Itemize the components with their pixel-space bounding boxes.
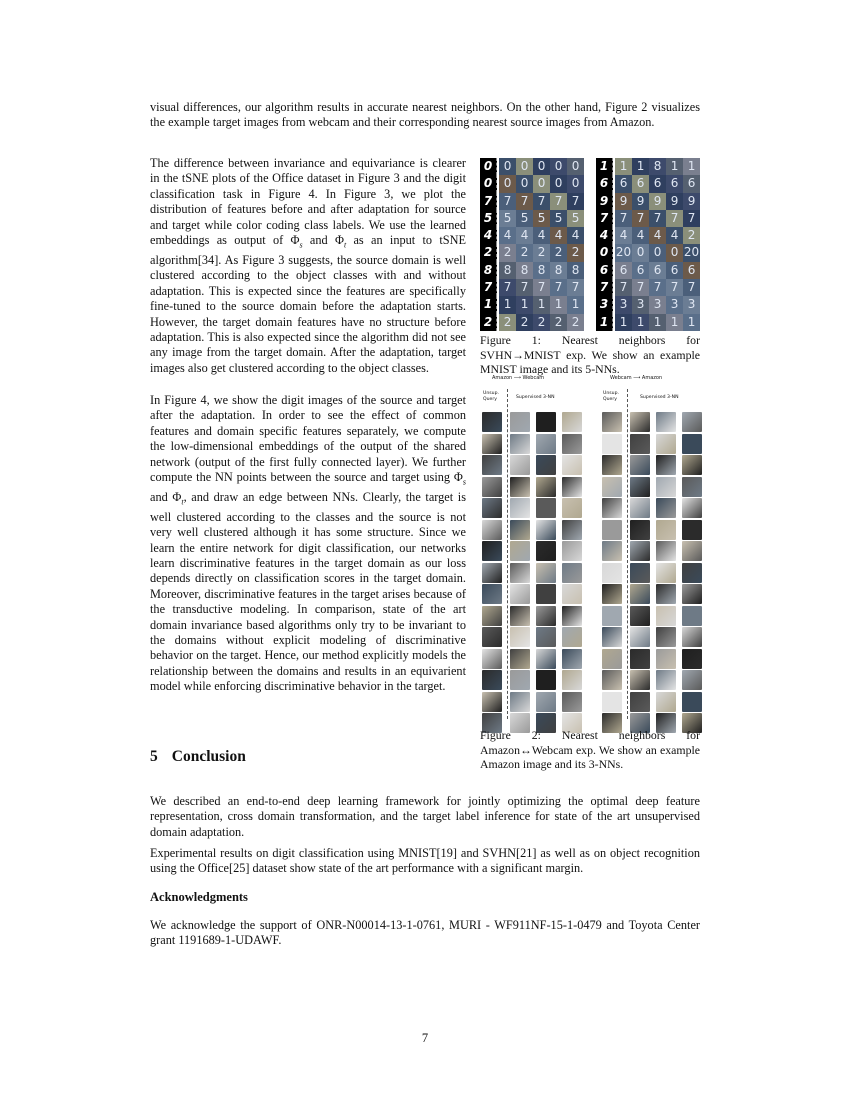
- neighbor-object-image: [630, 692, 650, 712]
- neighbor-object-image: [536, 627, 556, 647]
- neighbor-object-image: [656, 412, 676, 432]
- neighbor-object-image: [656, 520, 676, 540]
- svhn-neighbor-digit: 0: [499, 158, 516, 175]
- query-object-image: [482, 434, 502, 454]
- neighbor-object-image: [510, 670, 530, 690]
- neighbor-object-image: [562, 627, 582, 647]
- mnist-query-digit: 4: [480, 227, 497, 244]
- svhn-neighbor-digit: 6: [632, 262, 649, 279]
- body-paragraph-figure4: In Figure 4, we show the digit images of the source and target after the adaptation. In order to see the effect of common features and domain specific features separately, we compute the low-dimensional embeddings of the output of the shared network (output of the first fully connected layer). We further compute the NN points between the source and target using $\Phi_s$ and $\Phi_t$, and draw an edge between NNs. Clearly, the target is well clustered according to the classes and the source is not very well clustered although it has some structure. Since we learn the entire network for digit classification, our networks learn discriminative features in the target domain as our loss depends directly on classification scores in the target domain. Moreover, discriminative features in the target arises because of the transductive modeling. In comparison, state of the art domain invariance based algorithms only try to be invariant to the domains without explicit modeling of discriminative behavior on the target. Hence, our method explicitly models the relationship between the domains and results in an equivarient model while enforcing discriminative behavior in the target.: [150, 393, 466, 694]
- neighbor-object-image: [682, 498, 702, 518]
- svhn-neighbor-digit: 0: [550, 175, 567, 192]
- svhn-neighbor-digit: 4: [567, 227, 584, 244]
- neighbor-object-image: [562, 670, 582, 690]
- svhn-neighbor-digit: 7: [550, 279, 567, 296]
- neighbor-object-image: [562, 412, 582, 432]
- mnist-query-digit: 7: [480, 193, 497, 210]
- fig1-left-row: [480, 210, 584, 227]
- neighbor-object-image: [510, 541, 530, 561]
- fig1-right-panel-row: [596, 314, 700, 331]
- query-object-image: [482, 606, 502, 626]
- fig1-left-row: [480, 227, 584, 244]
- svhn-neighbor-digit: 5: [499, 210, 516, 227]
- svhn-neighbor-digit: 1: [533, 296, 550, 313]
- neighbor-object-image: [682, 649, 702, 669]
- neighbor-object-image: [510, 455, 530, 475]
- svhn-neighbor-digit: 3: [683, 296, 700, 313]
- svhn-neighbor-digit: 2: [533, 314, 550, 331]
- svhn-neighbor-digit: 5: [567, 210, 584, 227]
- neighbor-object-image: [630, 520, 650, 540]
- neighbor-object-image: [682, 606, 702, 626]
- mnist-query-digit: 8: [480, 262, 497, 279]
- fig1-right-panel-row: [596, 227, 700, 244]
- svhn-neighbor-digit: 1: [615, 158, 632, 175]
- fig1-left-row: [480, 244, 584, 261]
- top-paragraph: visual differences, our algorithm results in accurate nearest neighbors. On the other hand, Figure 2 visualizes the example target images from webcam and their corresponding nearest source images from Amazon.: [150, 100, 700, 130]
- neighbor-object-image: [562, 455, 582, 475]
- neighbor-object-image: [562, 498, 582, 518]
- svhn-neighbor-digit: 2: [516, 314, 533, 331]
- body-paragraph-tsne: The difference between invariance and equivariance is clearer in the tSNE plots of the Office dataset in Figure 3 and the digit classification task in Figure 4. In Figure 3, we plot the distribution of features before and after adaptation for source and target while color coding class labels. We use the learned embeddings as output of $\Phi_s$ and $\Phi_t$ as an input to tSNE algorithm[34]. As Figure 3 suggests, the source domain is well clustered according to the object classes with and without adaptation. This is expected since the features are specifically fine-tuned to the source domain before the adaptation starts. However, the target domain features have no structure before adaptation. This is also expected since the algorithm did not see any image from the target domain. After the adaptation, target images also get clustered according to the object classes.: [150, 156, 466, 375]
- fig1-left-row: [480, 314, 584, 331]
- neighbor-object-image: [656, 627, 676, 647]
- figure-1-image-grid: [480, 158, 700, 331]
- svhn-neighbor-digit: 2: [567, 314, 584, 331]
- svhn-neighbor-digit: 9: [649, 193, 666, 210]
- figure-2-sup-label-left: Supervised 3-NN: [516, 395, 555, 400]
- svhn-neighbor-digit: 0: [649, 244, 666, 261]
- svhn-neighbor-digit: 2: [567, 244, 584, 261]
- neighbor-object-image: [562, 606, 582, 626]
- svhn-neighbor-digit: 0: [567, 158, 584, 175]
- svhn-neighbor-digit: 0: [516, 158, 533, 175]
- svhn-neighbor-digit: 1: [499, 296, 516, 313]
- svhn-neighbor-digit: 7: [550, 193, 567, 210]
- mnist-query-digit: 0: [480, 158, 497, 175]
- query-object-image: [602, 670, 622, 690]
- svhn-neighbor-digit: 1: [666, 314, 683, 331]
- neighbor-object-image: [682, 692, 702, 712]
- neighbor-object-image: [510, 412, 530, 432]
- svhn-neighbor-digit: 6: [666, 262, 683, 279]
- query-object-image: [482, 627, 502, 647]
- mnist-query-digit: 0: [596, 244, 613, 261]
- neighbor-object-image: [536, 563, 556, 583]
- figure-2-left-header: Amazon ⟶ Webcam: [492, 375, 545, 381]
- svhn-neighbor-digit: 1: [516, 296, 533, 313]
- section-number: 5: [150, 748, 158, 765]
- neighbor-object-image: [630, 670, 650, 690]
- svhn-neighbor-digit: 6: [683, 262, 700, 279]
- query-object-image: [602, 498, 622, 518]
- neighbor-object-image: [510, 520, 530, 540]
- neighbor-object-image: [562, 649, 582, 669]
- fig1-left-row: [480, 296, 584, 313]
- query-object-image: [482, 498, 502, 518]
- figure-2-divider-left: [507, 389, 508, 719]
- query-object-image: [602, 563, 622, 583]
- neighbor-object-image: [562, 563, 582, 583]
- section-heading-conclusion: [150, 748, 246, 766]
- neighbor-object-image: [562, 692, 582, 712]
- svhn-neighbor-digit: 7: [649, 279, 666, 296]
- svhn-neighbor-digit: 7: [533, 279, 550, 296]
- neighbor-object-image: [562, 584, 582, 604]
- neighbor-object-image: [656, 455, 676, 475]
- svhn-neighbor-digit: 4: [666, 227, 683, 244]
- svhn-neighbor-digit: 0: [632, 244, 649, 261]
- neighbor-object-image: [656, 584, 676, 604]
- neighbor-object-image: [562, 434, 582, 454]
- query-object-image: [602, 541, 622, 561]
- query-object-image: [602, 584, 622, 604]
- query-object-image: [602, 412, 622, 432]
- figure-2-divider-right: [627, 389, 628, 719]
- neighbor-object-image: [536, 606, 556, 626]
- query-object-image: [482, 584, 502, 604]
- svhn-neighbor-digit: 2: [516, 244, 533, 261]
- neighbor-object-image: [682, 434, 702, 454]
- svhn-neighbor-digit: 3: [649, 296, 666, 313]
- figure-1-caption: Figure 1: Nearest neighbors for SVHN→MNIST exp. We show an example MNIST image and its 5-NNs.: [480, 333, 700, 377]
- neighbor-object-image: [682, 412, 702, 432]
- figure-2-caption: Figure 2: Nearest neighbors for Amazon↔Webcam exp. We show an example Amazon image and its 3-NNs.: [480, 728, 700, 772]
- svhn-neighbor-digit: 7: [499, 193, 516, 210]
- figure-2-right-header: Webcam ⟶ Amazon: [610, 375, 663, 381]
- neighbor-object-image: [682, 520, 702, 540]
- mnist-query-digit: 3: [596, 296, 613, 313]
- neighbor-object-image: [656, 563, 676, 583]
- figure-2-sup-label-right: Supervised 3-NN: [640, 395, 679, 400]
- fig1-right-panel-row: [596, 175, 700, 192]
- fig1-right-panel-row: [596, 210, 700, 227]
- neighbor-object-image: [656, 606, 676, 626]
- svhn-neighbor-digit: 6: [683, 175, 700, 192]
- svhn-neighbor-digit: 9: [632, 193, 649, 210]
- page-number: 7: [421, 1031, 429, 1045]
- mnist-query-digit: 6: [596, 175, 613, 192]
- svhn-neighbor-digit: 7: [533, 193, 550, 210]
- neighbor-object-image: [510, 498, 530, 518]
- svhn-neighbor-digit: 5: [533, 210, 550, 227]
- svhn-neighbor-digit: 1: [666, 158, 683, 175]
- neighbor-object-image: [630, 649, 650, 669]
- svhn-neighbor-digit: 0: [567, 175, 584, 192]
- svhn-neighbor-digit: 7: [632, 279, 649, 296]
- svhn-neighbor-digit: 7: [666, 279, 683, 296]
- acknowledgments-text: We acknowledge the support of ONR-N00014-13-1-0761, MURI - WF911NF-15-1-0479 and Toyota Center grant 1191689-1-UDAWF.: [150, 918, 700, 948]
- neighbor-object-image: [510, 563, 530, 583]
- svhn-neighbor-digit: 4: [649, 227, 666, 244]
- query-object-image: [482, 477, 502, 497]
- mnist-query-digit: 7: [480, 279, 497, 296]
- neighbor-object-image: [510, 606, 530, 626]
- neighbor-object-image: [562, 520, 582, 540]
- mnist-query-digit: 6: [596, 262, 613, 279]
- mnist-query-digit: 1: [480, 296, 497, 313]
- svhn-neighbor-digit: 1: [632, 314, 649, 331]
- svhn-neighbor-digit: 0: [666, 244, 683, 261]
- neighbor-object-image: [656, 670, 676, 690]
- svhn-neighbor-digit: 0: [550, 158, 567, 175]
- query-object-image: [602, 606, 622, 626]
- svhn-neighbor-digit: 7: [516, 193, 533, 210]
- section-title: Conclusion: [171, 748, 246, 765]
- neighbor-object-image: [510, 434, 530, 454]
- svhn-neighbor-digit: 7: [516, 279, 533, 296]
- svhn-neighbor-digit: 8: [567, 262, 584, 279]
- neighbor-object-image: [510, 477, 530, 497]
- fig1-right-panel-row: [596, 262, 700, 279]
- neighbor-object-image: [682, 670, 702, 690]
- fig1-right-panel-row: [596, 279, 700, 296]
- neighbor-object-image: [630, 477, 650, 497]
- neighbor-object-image: [536, 692, 556, 712]
- mnist-query-digit: 7: [596, 279, 613, 296]
- svhn-neighbor-digit: 8: [499, 262, 516, 279]
- neighbor-object-image: [630, 541, 650, 561]
- query-object-image: [482, 692, 502, 712]
- neighbor-object-image: [630, 498, 650, 518]
- svhn-neighbor-digit: 7: [615, 210, 632, 227]
- svhn-neighbor-digit: 4: [499, 227, 516, 244]
- svhn-neighbor-digit: 7: [649, 210, 666, 227]
- fig1-left-row: [480, 262, 584, 279]
- svhn-neighbor-digit: 7: [567, 193, 584, 210]
- svhn-neighbor-digit: 1: [567, 296, 584, 313]
- svhn-neighbor-digit: 2: [499, 314, 516, 331]
- svhn-neighbor-digit: 2: [550, 244, 567, 261]
- svhn-neighbor-digit: 7: [615, 279, 632, 296]
- fig1-right-panel-row: [596, 193, 700, 210]
- svhn-neighbor-digit: 0: [533, 158, 550, 175]
- neighbor-object-image: [630, 606, 650, 626]
- neighbor-object-image: [536, 584, 556, 604]
- svhn-neighbor-digit: 7: [683, 210, 700, 227]
- query-object-image: [602, 455, 622, 475]
- svhn-neighbor-digit: 4: [615, 227, 632, 244]
- neighbor-object-image: [536, 670, 556, 690]
- mnist-query-digit: 9: [596, 193, 613, 210]
- svhn-neighbor-digit: 3: [632, 296, 649, 313]
- svhn-neighbor-digit: 8: [649, 158, 666, 175]
- svhn-neighbor-digit: 3: [615, 296, 632, 313]
- neighbor-object-image: [656, 541, 676, 561]
- neighbor-object-image: [536, 455, 556, 475]
- mnist-query-digit: 5: [480, 210, 497, 227]
- mnist-query-digit: 1: [596, 158, 613, 175]
- svhn-neighbor-digit: 6: [666, 175, 683, 192]
- neighbor-object-image: [510, 584, 530, 604]
- svhn-neighbor-digit: 1: [632, 158, 649, 175]
- svhn-neighbor-digit: 4: [632, 227, 649, 244]
- svhn-neighbor-digit: 5: [516, 210, 533, 227]
- svhn-neighbor-digit: 7: [683, 279, 700, 296]
- query-object-image: [482, 670, 502, 690]
- neighbor-object-image: [510, 627, 530, 647]
- figure-1-right-panel: [596, 158, 700, 331]
- figure-2-image-grid: [480, 375, 700, 720]
- svhn-neighbor-digit: 7: [567, 279, 584, 296]
- svhn-neighbor-digit: 1: [649, 314, 666, 331]
- neighbor-object-image: [536, 477, 556, 497]
- svhn-neighbor-digit: 9: [666, 193, 683, 210]
- query-object-image: [482, 649, 502, 669]
- svhn-neighbor-digit: 0: [516, 175, 533, 192]
- query-object-image: [482, 541, 502, 561]
- query-object-image: [602, 627, 622, 647]
- svhn-neighbor-digit: 2: [533, 244, 550, 261]
- neighbor-object-image: [682, 563, 702, 583]
- mnist-query-digit: 0: [480, 175, 497, 192]
- svhn-neighbor-digit: 2: [683, 227, 700, 244]
- neighbor-object-image: [656, 498, 676, 518]
- conclusion-paragraph-1: We described an end-to-end deep learning framework for jointly optimizing the optimal deep feature representation, cross domain transformation, and the target label inference for state of the art unsupervised domain adaptation.: [150, 794, 700, 839]
- neighbor-object-image: [630, 584, 650, 604]
- query-object-image: [602, 649, 622, 669]
- svhn-neighbor-digit: 9: [615, 193, 632, 210]
- svhn-neighbor-digit: 1: [683, 158, 700, 175]
- figure-1-left-panel: [480, 158, 584, 331]
- neighbor-object-image: [656, 692, 676, 712]
- mnist-query-digit: 2: [480, 244, 497, 261]
- neighbor-object-image: [536, 541, 556, 561]
- query-object-image: [482, 412, 502, 432]
- neighbor-object-image: [536, 412, 556, 432]
- svhn-neighbor-digit: 6: [632, 175, 649, 192]
- neighbor-object-image: [562, 541, 582, 561]
- neighbor-object-image: [510, 649, 530, 669]
- svhn-neighbor-digit: 1: [615, 314, 632, 331]
- svhn-neighbor-digit: 6: [615, 175, 632, 192]
- svhn-neighbor-digit: 3: [666, 296, 683, 313]
- svhn-neighbor-digit: 0: [499, 175, 516, 192]
- svhn-neighbor-digit: 4: [533, 227, 550, 244]
- svhn-neighbor-digit: 7: [632, 210, 649, 227]
- neighbor-object-image: [562, 477, 582, 497]
- neighbor-object-image: [536, 520, 556, 540]
- conclusion-paragraph-2: Experimental results on digit classification using MNIST[19] and SVHN[21] as well as on object recognition using the Office[25] dataset show state of the art performance with a significant margin.: [150, 846, 700, 876]
- neighbor-object-image: [630, 434, 650, 454]
- query-object-image: [602, 692, 622, 712]
- neighbor-object-image: [656, 649, 676, 669]
- neighbor-object-image: [656, 477, 676, 497]
- query-object-image: [482, 563, 502, 583]
- neighbor-object-image: [630, 455, 650, 475]
- query-object-image: [602, 434, 622, 454]
- neighbor-object-image: [536, 649, 556, 669]
- svhn-neighbor-digit: 20: [615, 244, 632, 261]
- svhn-neighbor-digit: 6: [615, 262, 632, 279]
- svhn-neighbor-digit: 8: [533, 262, 550, 279]
- svhn-neighbor-digit: 4: [550, 227, 567, 244]
- svhn-neighbor-digit: 6: [649, 262, 666, 279]
- svhn-neighbor-digit: 4: [516, 227, 533, 244]
- neighbor-object-image: [536, 498, 556, 518]
- svhn-neighbor-digit: 8: [516, 262, 533, 279]
- svhn-neighbor-digit: 2: [499, 244, 516, 261]
- figure-2-unsup-label-right: Unsup. Query: [603, 391, 619, 402]
- fig1-left-row: [480, 175, 584, 192]
- fig1-left-row: [480, 279, 584, 296]
- svhn-neighbor-digit: 9: [683, 193, 700, 210]
- svhn-neighbor-digit: 1: [683, 314, 700, 331]
- fig1-right-panel-row: [596, 158, 700, 175]
- mnist-query-digit: 1: [596, 314, 613, 331]
- mnist-query-digit: 4: [596, 227, 613, 244]
- query-object-image: [602, 477, 622, 497]
- neighbor-object-image: [682, 455, 702, 475]
- neighbor-object-image: [682, 627, 702, 647]
- neighbor-object-image: [682, 477, 702, 497]
- svhn-neighbor-digit: 5: [550, 210, 567, 227]
- svhn-neighbor-digit: 20: [683, 244, 700, 261]
- figure-2-unsup-label-left: Unsup. Query: [483, 391, 499, 402]
- svhn-neighbor-digit: 0: [533, 175, 550, 192]
- neighbor-object-image: [630, 563, 650, 583]
- svhn-neighbor-digit: 2: [550, 314, 567, 331]
- acknowledgments-heading: Acknowledgments: [150, 890, 248, 904]
- mnist-query-digit: 7: [596, 210, 613, 227]
- query-object-image: [602, 520, 622, 540]
- neighbor-object-image: [682, 541, 702, 561]
- query-object-image: [482, 455, 502, 475]
- svhn-neighbor-digit: 7: [499, 279, 516, 296]
- neighbor-object-image: [510, 692, 530, 712]
- fig1-left-row: [480, 158, 584, 175]
- neighbor-object-image: [536, 434, 556, 454]
- svhn-neighbor-digit: 6: [649, 175, 666, 192]
- neighbor-object-image: [682, 584, 702, 604]
- neighbor-object-image: [630, 627, 650, 647]
- fig1-right-panel-row: [596, 296, 700, 313]
- svhn-neighbor-digit: 8: [550, 262, 567, 279]
- neighbor-object-image: [656, 434, 676, 454]
- svhn-neighbor-digit: 7: [666, 210, 683, 227]
- fig1-right-panel-row: [596, 244, 700, 261]
- mnist-query-digit: 2: [480, 314, 497, 331]
- neighbor-object-image: [630, 412, 650, 432]
- query-object-image: [482, 520, 502, 540]
- fig1-left-row: [480, 193, 584, 210]
- svhn-neighbor-digit: 1: [550, 296, 567, 313]
